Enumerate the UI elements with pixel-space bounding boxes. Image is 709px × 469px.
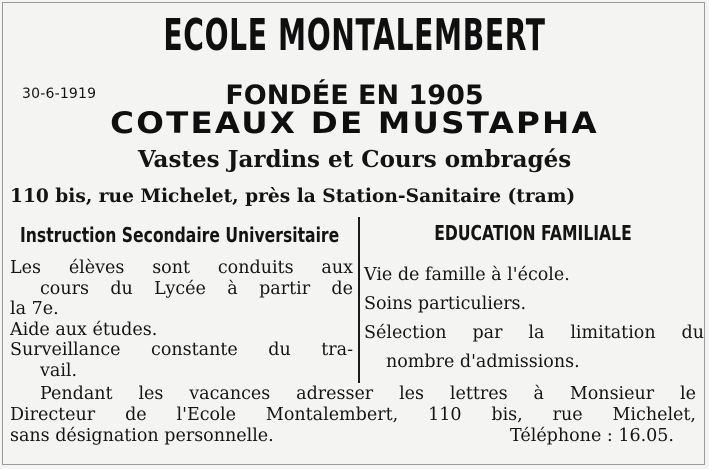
footer-closing-text: sans désignation personnelle. <box>10 426 274 446</box>
left-column-heading: Instruction Secondaire Universitaire <box>20 223 340 247</box>
column-divider <box>358 217 360 383</box>
left-line-3: la 7e. <box>10 299 59 319</box>
tagline: Vastes Jardins et Cours ombragés <box>137 146 572 173</box>
right-line-1: Vie de famille à l'école. <box>364 265 570 285</box>
left-line-4: Aide aux études. <box>10 319 158 340</box>
school-title: ECOLE MONTALEMBERT <box>163 10 546 61</box>
date-annotation: 30-6-1919 <box>22 86 97 102</box>
footer-notice <box>10 384 696 447</box>
footer-line-3 <box>10 426 696 447</box>
footer-line-1: Pendant les vacances adresser les lettres à Monsieur le <box>40 384 696 404</box>
left-line-5: Surveillance constante du tra- <box>10 340 353 360</box>
right-line-4: nombre d'admissions. <box>386 352 580 372</box>
address-line: 110 bis, rue Michelet, près la Station-Sanitaire (tram) <box>10 186 576 207</box>
telephone-number: Téléphone : 16.05. <box>510 426 674 446</box>
founded-line: FONDÉE EN 1905 <box>225 80 484 111</box>
left-line-1: Les élèves sont conduits aux <box>10 258 353 278</box>
right-column-text <box>364 261 704 377</box>
left-column-text <box>10 258 353 381</box>
left-line-6: vail. <box>40 360 78 381</box>
right-line-3: Sélection par la limitation du <box>364 323 704 343</box>
location-line: COTEAUX DE MUSTAPHA <box>110 106 599 140</box>
right-line-2: Soins particuliers. <box>364 294 527 314</box>
left-line-2: cours du Lycée à partir de <box>40 278 353 299</box>
right-column-heading: EDUCATION FAMILIALE <box>434 221 632 245</box>
footer-line-2: Directeur de l'Ecole Montalembert, 110 bis, rue Michelet, <box>10 405 696 425</box>
